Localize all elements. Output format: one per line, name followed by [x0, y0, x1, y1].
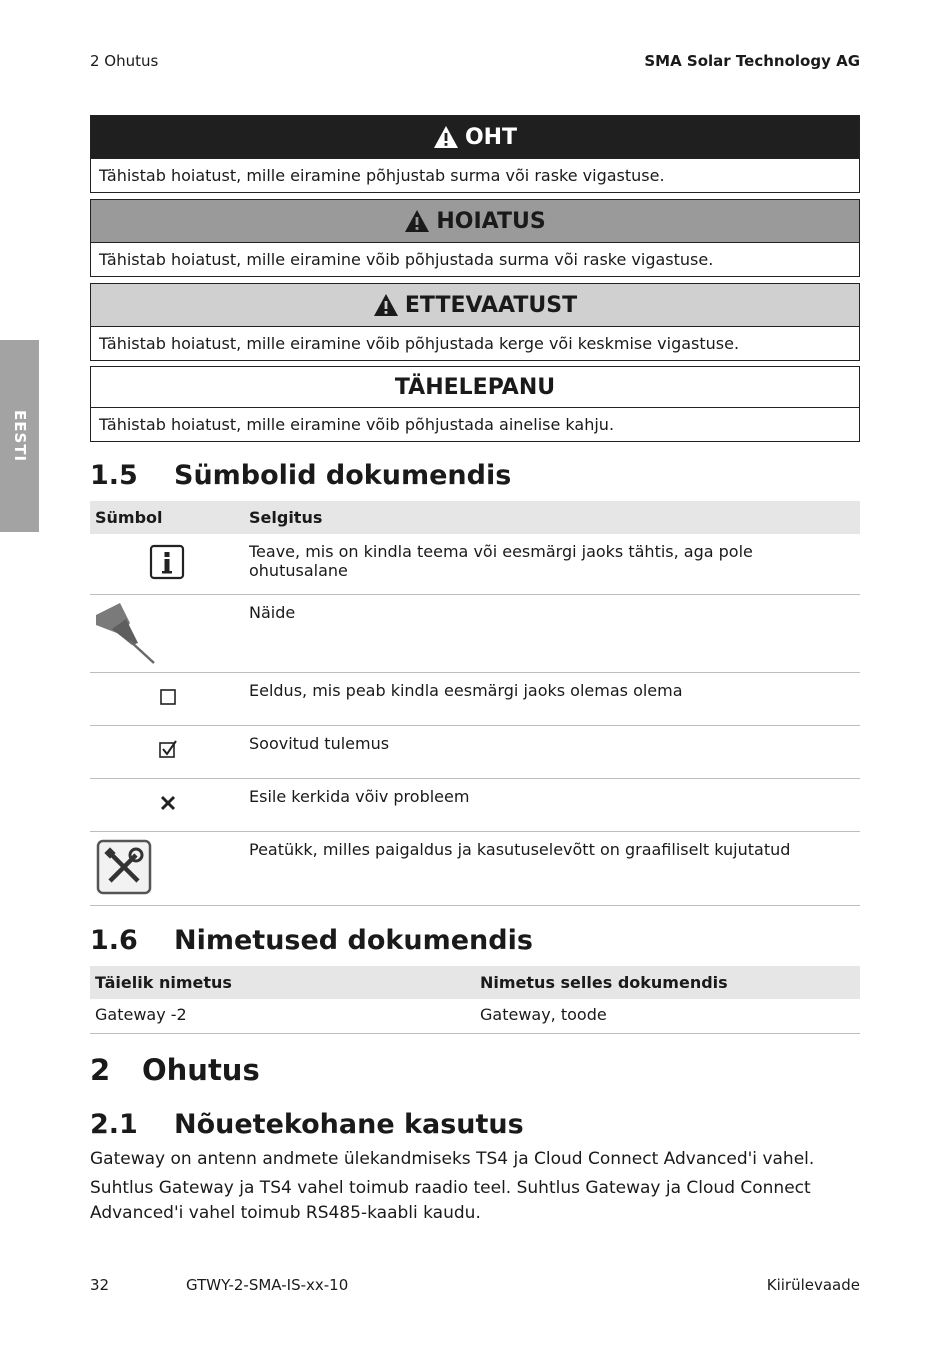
notice-box-title: TÄHELEPANU — [394, 374, 556, 400]
symbol-description: Näide — [244, 594, 860, 672]
table-row — [90, 672, 860, 725]
table-row — [90, 534, 860, 594]
symbol-cell — [90, 725, 244, 778]
page-number: 32 — [90, 1276, 110, 1294]
chapter-number: 2 — [90, 1053, 111, 1087]
symbol-cell — [90, 778, 244, 831]
warning-triangle-icon — [433, 125, 459, 149]
table-row — [90, 778, 860, 831]
table-row — [90, 594, 860, 672]
danger-box-text: Tähistab hoiatust, mille eiramine põhjustab surma või raske vigastuse. — [99, 166, 665, 185]
table-row — [90, 831, 860, 905]
symbol-cell — [90, 831, 244, 905]
body-paragraph: Suhtlus Gateway ja TS4 vahel toimub raadio teel. Suhtlus Gateway ja Cloud Connect Advanced'i vahel toimub RS485-kaabli kaudu. — [90, 1178, 811, 1223]
section-number: 2.1 — [90, 1109, 138, 1140]
symbol-description: Teave, mis on kindla teema või eesmärgi jaoks tähtis, aga pole ohutusalane — [244, 534, 860, 594]
table-row — [90, 725, 860, 778]
body-paragraph: Gateway on antenn andmete ülekandmiseks TS4 ja Cloud Connect Advanced'i vahel. — [90, 1149, 815, 1169]
symbol-description: Esile kerkida võiv probleem — [244, 778, 860, 831]
symbol-description: Eeldus, mis peab kindla eesmärgi jaoks olemas olema — [244, 672, 860, 725]
table-cell: Gateway -2 — [90, 999, 475, 1033]
info-icon — [149, 544, 185, 580]
table-row — [90, 999, 860, 1033]
danger-box-title: OHT — [464, 124, 518, 150]
column-header: Selgitus — [244, 501, 860, 534]
notice-box — [90, 366, 860, 442]
language-side-tab-label: EESTI — [10, 409, 29, 463]
column-header: Sümbol — [90, 501, 244, 534]
running-header-company: SMA Solar Technology AG — [644, 52, 860, 70]
warning-box-title: HOIATUS — [436, 208, 546, 234]
symbol-description: Soovitud tulemus — [244, 725, 860, 778]
section-heading-1-6 — [90, 925, 533, 956]
column-header: Täielik nimetus — [90, 966, 475, 999]
document-code: GTWY-2-SMA-IS-xx-10 — [186, 1276, 349, 1294]
running-header-section: 2 Ohutus — [90, 52, 159, 70]
caution-box-header — [91, 284, 859, 327]
warning-box — [90, 199, 860, 277]
symbol-cell — [90, 594, 244, 672]
table-header-row — [90, 966, 860, 999]
warning-box-header — [91, 200, 859, 243]
section-heading-2-1 — [90, 1109, 524, 1140]
warning-box-text: Tähistab hoiatust, mille eiramine võib põhjustada surma või raske vigastuse. — [99, 250, 714, 269]
pushpin-icon — [94, 601, 158, 665]
cross-icon — [160, 795, 176, 811]
checkbox-checked-icon — [159, 740, 177, 758]
danger-box — [90, 115, 860, 193]
section-number: 1.5 — [90, 460, 138, 491]
notice-box-header — [91, 367, 859, 408]
designations-table — [90, 966, 860, 1034]
language-side-tab — [0, 340, 39, 532]
document-type: Kiirülevaade — [766, 1276, 860, 1294]
warning-triangle-icon — [373, 293, 399, 317]
warning-triangle-icon — [404, 209, 430, 233]
danger-box-header — [91, 116, 859, 159]
chapter-title: Ohutus — [142, 1053, 260, 1087]
section-heading-1-5 — [90, 460, 511, 491]
symbol-cell — [90, 534, 244, 594]
chapter-heading-2 — [90, 1053, 260, 1087]
symbol-description: Peatükk, milles paigaldus ja kasutuselevõtt on graafiliselt kujutatud — [244, 831, 860, 905]
table-header-row — [90, 501, 860, 534]
table-cell: Gateway, toode — [475, 999, 860, 1033]
section-title: Nõuetekohane kasutus — [174, 1109, 524, 1140]
caution-box-text: Tähistab hoiatust, mille eiramine võib põhjustada kerge või keskmise vigastuse. — [99, 334, 740, 353]
notice-box-text: Tähistab hoiatust, mille eiramine võib põhjustada ainelise kahju. — [99, 415, 615, 434]
section-title: Sümbolid dokumendis — [174, 460, 512, 491]
caution-box — [90, 283, 860, 361]
symbol-cell — [90, 672, 244, 725]
section-title: Nimetused dokumendis — [174, 925, 533, 956]
caution-box-title: ETTEVAATUST — [404, 292, 578, 318]
section-number: 1.6 — [90, 925, 138, 956]
tools-icon — [96, 839, 152, 895]
column-header: Nimetus selles dokumendis — [475, 966, 860, 999]
symbols-table — [90, 501, 860, 906]
checkbox-empty-icon — [160, 689, 176, 705]
